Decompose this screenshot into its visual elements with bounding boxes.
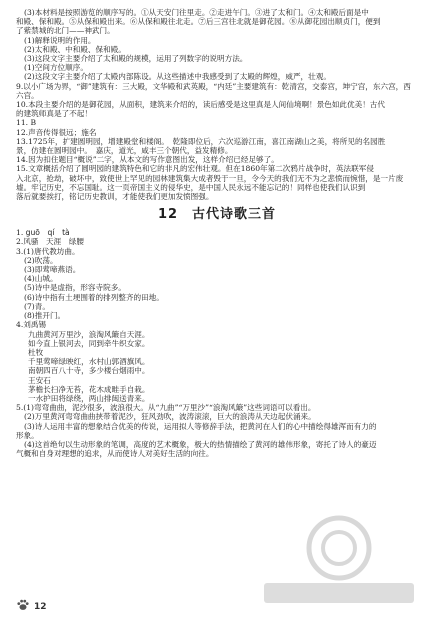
bottom_lines-line: (7)青。: [24, 301, 50, 311]
top_lines-line: 墟。牢记历史，不忘国耻。这一页帝国主义的侵华史，是中国人民永远不能忘记的！同样也使我们认识到: [16, 182, 366, 192]
pinyin-number: 1.: [16, 228, 24, 238]
bottom-answer-block: [16, 237, 418, 329]
poem_lines-line: 王安石: [28, 375, 51, 385]
bottom_lines-line: (6)诗中指有土埂围着的排列整齐的田地。: [24, 292, 164, 302]
bottom_lines-line: (4)山城。: [24, 274, 58, 284]
bottom_lines-line: (5)诗中是虚指，形容寺院多。: [24, 283, 126, 293]
top_lines-line: 的建筑师真是了不起！: [16, 109, 92, 119]
answer_lines-line: 气概和自身对理想的追求，从而使诗人对美好生活的向往。: [16, 449, 214, 459]
answer_lines-line: (3)诗人运用丰富的想象结合优美的传说，运用拟人等修辞手法，把黄河在人们的心中描绘得雄浑而有力的: [24, 421, 377, 431]
top_lines-line: 11. B: [16, 118, 37, 128]
top_lines-line: 15.文章概括介绍了圆明园的建筑特色和它的非凡的宏伟壮观。但在1860年第二次鸦片战争时，英法联军侵: [16, 164, 374, 174]
paw-print-icon: [16, 598, 30, 612]
top_lines-line: 了紫禁城的北门——神武门。: [16, 26, 115, 36]
page-number: 12: [34, 602, 47, 612]
top_lines-line: 13.1725年，扩建圆明园，增建殿堂和楼阁。 乾隆即位后，六次巡游江南，喜江南湖山之美，将所见的名园胜: [16, 136, 386, 146]
poem_lines-line: 一水护田将绿绕，两山排闼送青来。: [28, 393, 150, 403]
bottom_lines-line: (2)吹荡。: [24, 255, 58, 265]
top_lines-line: 入北京，抢劫，破坏中，致使世上罕见的园林建筑集大成者毁于一旦，令今天的我们无不为之悲愤而惋惜，是一片废: [16, 173, 404, 183]
answer_lines-line: 5.(1)弯弯曲曲，泥沙很多，波浪很大。从“九曲”“万里沙”“浪淘风簸”这些词语可以看出。: [16, 403, 316, 413]
top_lines-line: 景，仿建在圆明园中。 嘉庆，道光，咸丰三个朝代，益发精修。: [16, 146, 233, 156]
top-answer-block: [16, 8, 418, 201]
top_lines-line: (2)太和殿、中和殿、保和殿。: [24, 44, 126, 54]
section-title: 12 古代诗歌三首: [157, 207, 277, 223]
pinyin-answer: [16, 228, 418, 237]
page-footer: [16, 598, 47, 612]
poem_lines-line: 九曲黄河万里沙，浪淘风簸自天涯。: [28, 329, 150, 339]
top_lines-line: (3)本材料是按照游览的顺序写的。①从天安门往里走。②走进午门。③进了太和门。④太和殿后面是中: [24, 8, 369, 17]
bottom_lines-line: 2.风骚 天涯 绿腰: [16, 237, 84, 247]
poem_lines-line: 千里莺啼绿映红，水村山郭酒旗风。: [28, 357, 150, 367]
bottom_lines-line: 4.刘禹锡: [16, 320, 47, 330]
top_lines-line: 和殿、保和殿。⑤从保和殿出来。⑥从保和殿往北走。⑦后三宫往北就是御花园。⑧从御花园出顺贞门，便到: [16, 17, 381, 27]
poem_lines-line: 如今直上银河去，同到牵牛织女家。: [28, 338, 150, 348]
poem_lines-line: 茅檐长扫净无苔，花木成畦手自栽。: [28, 384, 150, 394]
answer_lines-line: 形象。: [16, 430, 39, 440]
poem_lines-line: 南朝四百八十寺，多少楼台烟雨中。: [28, 366, 150, 376]
top_lines-line: 12.声音传得很远；施名: [16, 127, 97, 137]
answer-site-watermark-icon: [254, 513, 424, 608]
answer_lines-line: (4)这首绝句以生动形象的笔调，高度的艺术概象，极大的热情描绘了黄河的雄伟形象，寄托了诗人的豪迈: [24, 439, 377, 449]
top_lines-line: (2)这段文字主要介绍了太殿内部陈设。从这些描述中我感受到了太殿的辉煌，威严，壮观。: [24, 72, 331, 82]
top_lines-line: 14.因为扣住题目“概说”二字，从本文的写作意图出发，这样介绍已经足够了。: [16, 155, 279, 165]
top_lines-line: 六宫。: [16, 90, 39, 100]
top_lines-line: 9.以小广场为界，“御”建筑有：三大殿，文华殿和武英殿，“内廷”主要建筑有：乾清宫，交泰宫，坤宁宫，东六宫，西: [16, 81, 411, 91]
bottom_lines-line: 3.(1)唐代教坊曲。: [16, 246, 80, 256]
top_lines-line: (1)解释说明的作用。: [24, 35, 96, 45]
bottom_lines-line: (8)推开门。: [24, 311, 66, 321]
poem-block: [16, 330, 418, 404]
analysis-answer-block: [16, 403, 418, 458]
answer_lines-line: (2)万里黄河弯弯曲曲挟带着泥沙，狂风劲吹，波涛滚滚，巨大的浪涛从天边起伏涌来。: [24, 412, 316, 422]
poem_lines-line: 杜牧: [28, 347, 44, 357]
top_lines-line: (1)空间方位顺序。: [24, 63, 88, 73]
bottom_lines-line: (3)即莺啼燕语。: [24, 265, 81, 275]
top_lines-line: (3)这段文字主要介绍了太和殿的规模，运用了列数字的说明方法。: [24, 54, 248, 64]
top_lines-line: 10.本段主要介绍的是御花园，从面积，建筑来介绍的，读后感受是这里真是人间仙境啊！景色如此优美！古代: [16, 100, 385, 110]
top_lines-line: 落后就要挨打，铭记历史教训，才能使我们更加发愤图强。: [16, 192, 214, 202]
pinyin-text: guō qí tà: [25, 228, 70, 238]
